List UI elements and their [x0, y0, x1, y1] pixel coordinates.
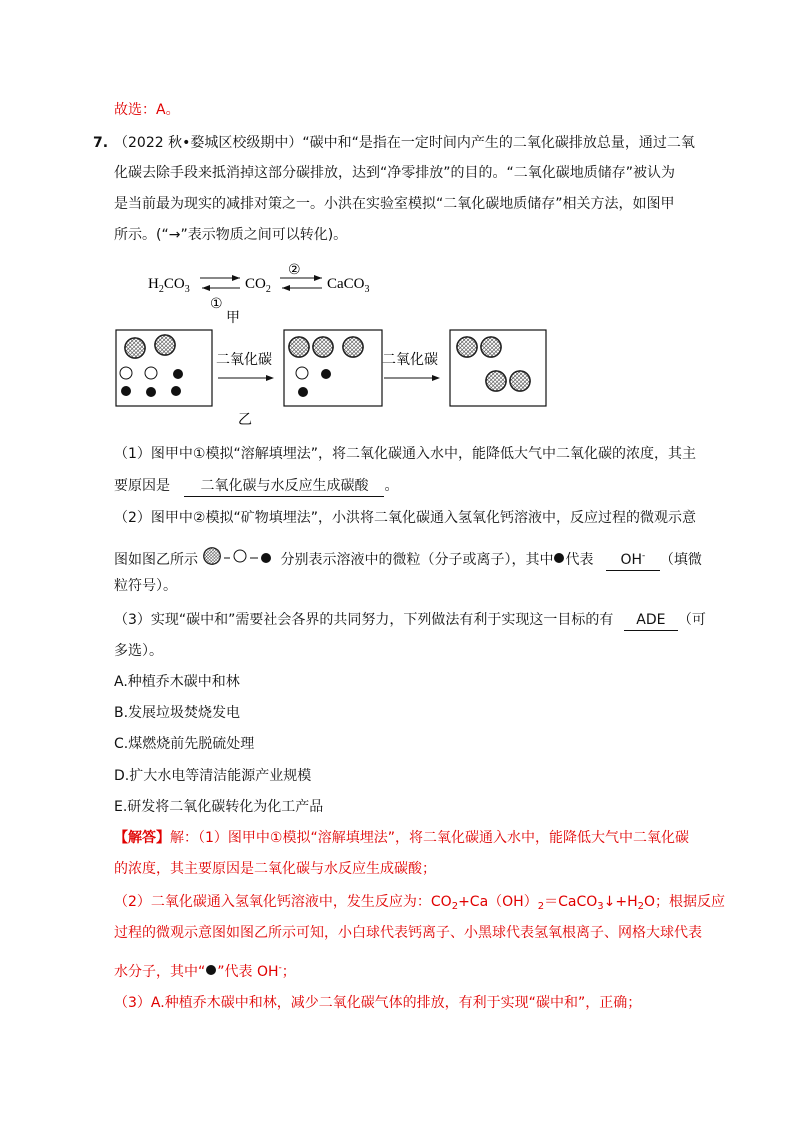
option-a: A.种植乔木碳中和林: [114, 674, 240, 690]
question-stem-line-1: （2022 秋•婺城区校级期中）“碳中和“是指在一定时间内产生的二氧化碳排放总量，通过二氧: [114, 135, 695, 151]
sub2-line-3: 粒符号）。: [114, 578, 177, 594]
calcium-ion: [145, 367, 157, 379]
sub3-suffix: （可: [677, 612, 706, 628]
sub3-prefix: （3）实现“碳中和”需要社会各界的共同努力，下列做法有利于实现这一目标的有: [114, 612, 614, 628]
arrow-2-label: 二氧化碳: [382, 352, 438, 368]
water-molecule: [457, 337, 477, 357]
formula-h2co3: $H_2CO_3$: [148, 276, 190, 295]
figure-yi-caption: 乙: [238, 412, 252, 428]
water-molecule: [481, 337, 501, 357]
label-1: ①: [210, 296, 223, 312]
calcium-ion: [296, 367, 308, 379]
sub1-suffix: 。: [384, 478, 399, 494]
sub1-prefix: 要原因是: [114, 478, 170, 494]
option-c: C.煤燃烧前先脱硫处理: [114, 736, 255, 752]
formula-caco3: CaCO$_3$: [327, 276, 370, 295]
option-b: B.发展垃圾焚烧发电: [114, 705, 241, 721]
figure-jia-caption: 甲: [226, 310, 240, 326]
solution-line-5: 水分子，其中“ ”代表 OH-；: [114, 963, 296, 980]
figure-yi: [110, 326, 570, 436]
sub3-line-1: [114, 610, 706, 631]
question-stem-line-3: 是当前最为现实的减排对策之一。小洪在实验室模拟“二氧化碳地质储存”相关方法，如图甲: [114, 196, 675, 212]
calcium-ion: [120, 367, 132, 379]
water-molecule: [289, 337, 309, 357]
black-ball-icon: [553, 551, 565, 565]
sub1-line-1: （1）图甲中①模拟“溶解填埋法”，将二氧化碳通入水中，能降低大气中二氧化碳的浓度，其主: [114, 446, 696, 462]
option-e: E.研发将二氧化碳转化为化工产品: [114, 799, 324, 815]
hydroxide-ion: [298, 387, 308, 397]
sub2-middle: 分别表示溶液中的微粒（分子或离子），其中: [280, 552, 554, 568]
hydroxide-ion: [121, 386, 131, 396]
formula-co2: $CO_2$: [245, 276, 271, 295]
water-molecule: [510, 371, 530, 391]
water-molecule: [125, 338, 145, 358]
solution-line-6: （3）A.种植乔木碳中和林，减少二氧化碳气体的排放，有利于实现“碳中和”，正确；: [114, 995, 642, 1011]
arrow-1-label: 二氧化碳: [216, 352, 272, 368]
black-ball-icon: [205, 963, 217, 977]
solution-line-2: 的浓度，其主要原因是二氧化碳与水反应生成碳酸；: [114, 861, 436, 877]
sub2-line-2: [114, 546, 702, 571]
question-stem-line-2: 化碳去除手段来抵消掉这部分碳排放，达到“净零排放”的目的。“二氧化碳地质储存”被认为: [114, 165, 676, 181]
sub3-line-2: 多选）。: [114, 643, 163, 659]
sub2-line-1: （2）图甲中②模拟“矿物填埋法”，小洪将二氧化碳通入氢氧化钙溶液中，反应过程的微观示意: [114, 510, 696, 526]
legend-particles: [202, 546, 280, 568]
option-d: D.扩大水电等清洁能源产业规模: [114, 768, 312, 784]
sub2-prefix: 图如图乙所示: [114, 552, 198, 568]
hydroxide-ion: [146, 387, 156, 397]
previous-answer: 故选：A。: [114, 102, 180, 118]
solution-line-3: （2）二氧化碳通入氢氧化钙溶液中，发生反应为：$CO_2+Ca(OH)_2=CaCO_3↓+H_2O$；根据反应: [114, 894, 726, 912]
figure-jia: [140, 256, 400, 326]
water-molecule: [313, 337, 333, 357]
sub2-suffix: （填微: [659, 552, 702, 568]
sub1-answer: 二氧化碳与水反应生成碳酸: [184, 476, 384, 497]
question-stem-line-4: 所示。(“→”表示物质之间可以转化)。: [114, 227, 348, 243]
hydroxide-ion: [171, 386, 181, 396]
legend-water-icon: [204, 548, 221, 565]
solution-line-4: 过程的微观示意图如图乙所示可知，小白球代表钙离子、小黑球代表氢氧根离子、网格大球代表: [114, 925, 702, 941]
water-molecule: [155, 335, 175, 355]
hydroxide-ion: [321, 369, 331, 379]
legend-calcium-icon: [234, 550, 246, 562]
sub1-line-2: [114, 476, 398, 497]
water-molecule: [486, 371, 506, 391]
sub2-middle2: 代表: [565, 552, 594, 568]
sub3-answer: ADE: [624, 610, 678, 631]
label-2: ②: [288, 262, 301, 278]
water-molecule: [343, 337, 363, 357]
solution-tag: 【解答】: [114, 830, 170, 846]
solution-line-1: 【解答】解：（1）图甲中①模拟“溶解填埋法”，将二氧化碳通入水中，能降低大气中二氧化碳: [114, 830, 689, 846]
sub2-answer: OH-: [606, 546, 660, 571]
hydroxide-ion: [173, 369, 183, 379]
question-number: 7.: [93, 135, 109, 151]
legend-hydroxide-icon: [261, 553, 271, 563]
